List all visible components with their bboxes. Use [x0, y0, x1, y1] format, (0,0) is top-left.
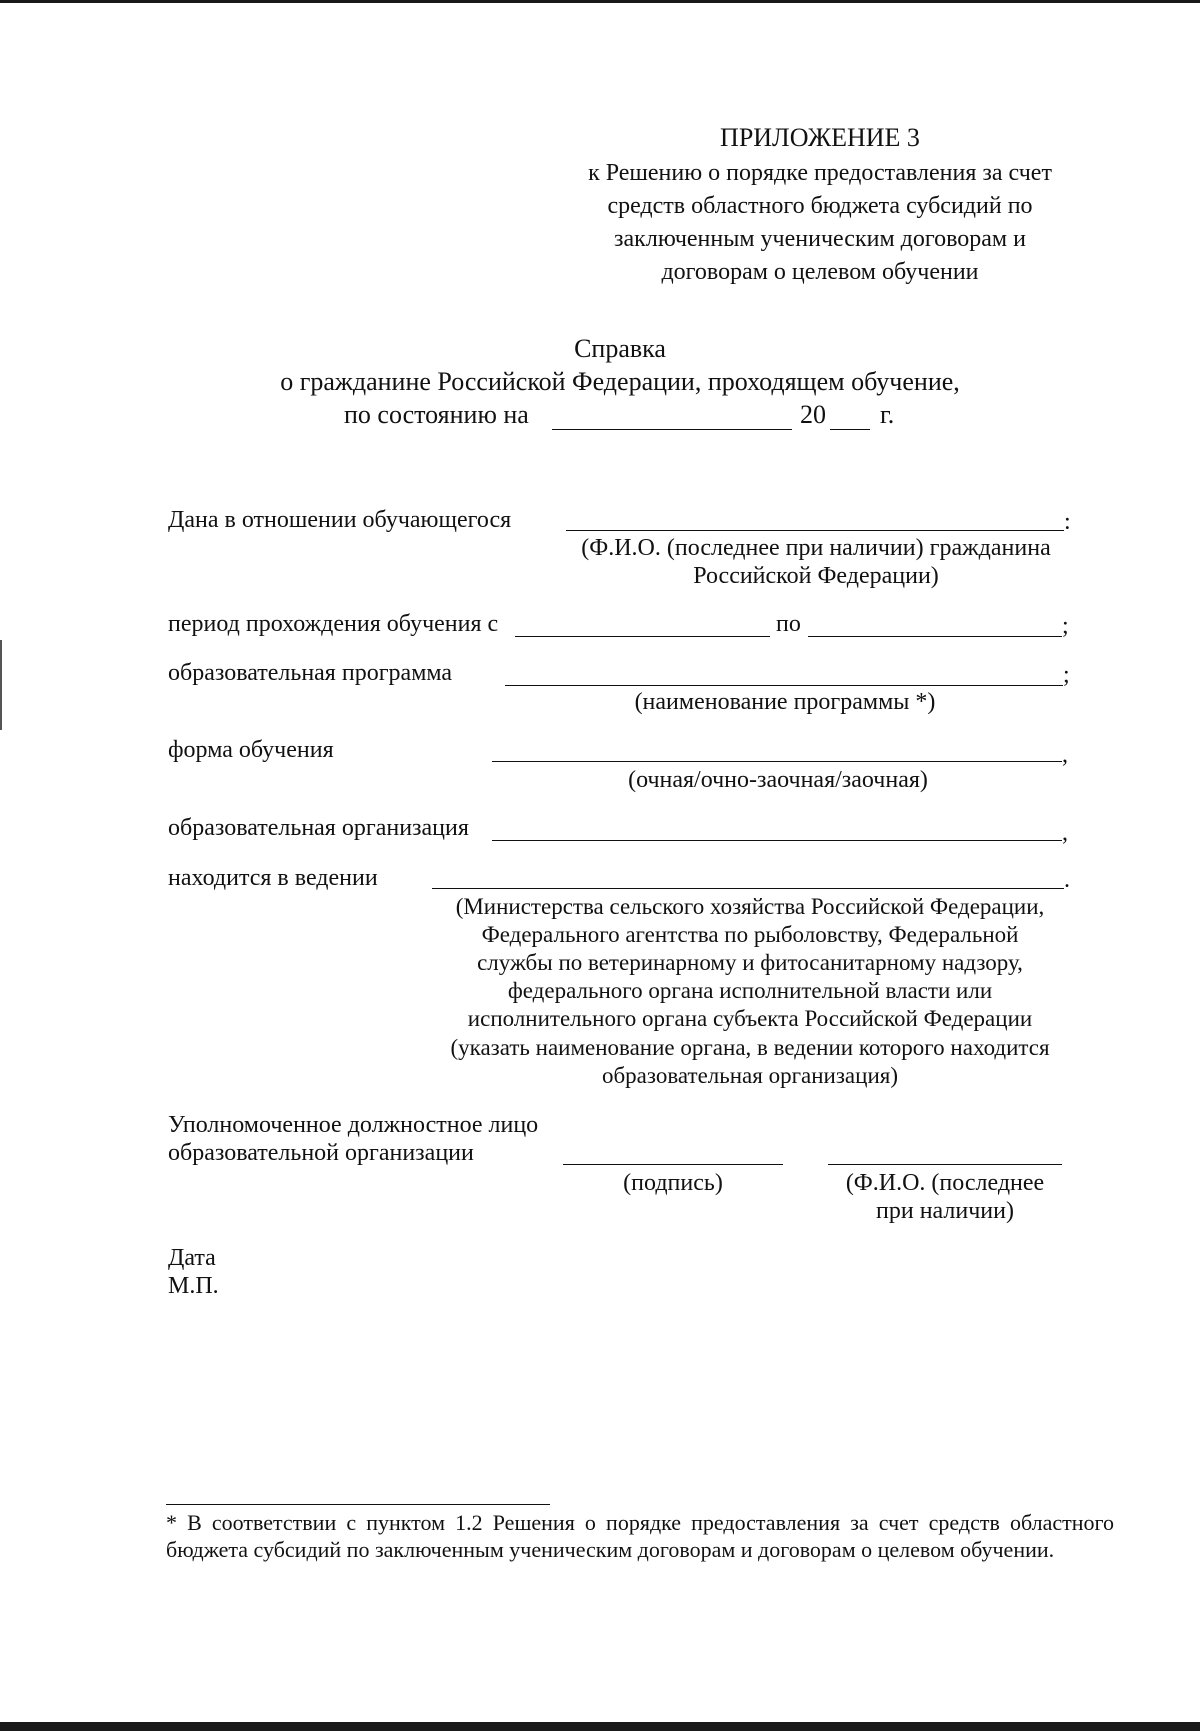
- org-label: образовательная организация: [168, 815, 469, 841]
- form-hint: (очная/очно-заочная/заочная): [628, 767, 928, 793]
- year-suffix: г.: [880, 400, 895, 429]
- footnote-text: * В соответствии с пунктом 1.2 Решения о порядке предоставления за счет средств областного бюджета субсидий по заключенным ученическим договорам и договорам о целевом обучении.: [166, 1510, 1114, 1562]
- name-hint-1: (Ф.И.О. (последнее: [845, 1170, 1045, 1196]
- appendix-line-1: к Решению о порядке предоставления за счет: [588, 160, 1052, 186]
- period-end-mark: ;: [1062, 613, 1069, 639]
- appendix-line-4: договорам о целевом обучении: [661, 259, 979, 285]
- document-heading: Справка: [574, 334, 666, 363]
- form-end-mark: ,: [1062, 742, 1068, 768]
- dept-label: находится в ведении: [168, 865, 378, 891]
- name-hint-2: при наличии): [876, 1198, 1014, 1224]
- signature-blank: [563, 1164, 783, 1165]
- program-blank: [505, 685, 1063, 686]
- appendix-title: ПРИЛОЖЕНИЕ 3: [720, 123, 920, 152]
- dept-hint-5: исполнительного органа субъекта Российской Федерации: [467, 1006, 1033, 1031]
- date-prefix: по состоянию на: [344, 400, 529, 429]
- year-prefix: 20: [800, 400, 826, 429]
- dept-hint-3: службы по ветеринарному и фитосанитарному надзору,: [477, 950, 1023, 975]
- program-label: образовательная программа: [168, 660, 453, 686]
- period-to-label: по: [776, 611, 801, 637]
- appendix-line-2: средств областного бюджета субсидий по: [607, 193, 1033, 219]
- official-line-2: образовательной организации: [168, 1140, 474, 1166]
- program-end-mark: ;: [1063, 662, 1070, 688]
- dept-hint-7: образовательная организация): [601, 1063, 898, 1088]
- scan-mark-left: [0, 640, 2, 730]
- student-end-mark: :: [1064, 509, 1071, 535]
- dept-hint-1: (Министерства сельского хозяйства Российской Федерации,: [455, 894, 1045, 919]
- scan-border-bottom: [0, 1722, 1200, 1731]
- org-end-mark: ,: [1062, 820, 1068, 846]
- dept-end-mark: .: [1064, 867, 1070, 893]
- name-blank: [828, 1164, 1062, 1165]
- official-line-1: Уполномоченное должностное лицо: [168, 1112, 539, 1138]
- date-label: Дата: [168, 1245, 216, 1271]
- student-label: Дана в отношении обучающегося: [168, 507, 512, 533]
- dept-blank: [432, 888, 1064, 889]
- form-blank: [492, 761, 1062, 762]
- scan-border-top: [0, 0, 1200, 3]
- year-blank: [830, 429, 870, 430]
- period-label: период прохождения обучения с: [168, 611, 499, 637]
- signature-hint: (подпись): [623, 1170, 723, 1196]
- student-hint-1: (Ф.И.О. (последнее при наличии) гражданина: [581, 535, 1051, 561]
- program-hint: (наименование программы *): [634, 689, 936, 715]
- appendix-line-3: заключенным ученическим договорам и: [614, 226, 1026, 252]
- footnote-separator: [166, 1504, 550, 1505]
- dept-hint-6: (указать наименование органа, в ведении которого находится: [450, 1035, 1050, 1060]
- dept-hint-4: федерального органа исполнительной власти или: [507, 978, 993, 1003]
- seal-label: М.П.: [168, 1273, 219, 1299]
- org-blank: [492, 840, 1062, 841]
- period-from-blank: [515, 636, 770, 637]
- period-to-blank: [808, 636, 1062, 637]
- student-name-blank: [566, 530, 1064, 531]
- student-hint-2: Российской Федерации): [693, 563, 939, 589]
- dept-hint-2: Федерального агентства по рыболовству, Федеральной: [481, 922, 1019, 947]
- form-label: форма обучения: [168, 737, 334, 763]
- document-subtitle: о гражданине Российской Федерации, проходящем обучение,: [280, 367, 960, 396]
- date-blank: [552, 429, 792, 430]
